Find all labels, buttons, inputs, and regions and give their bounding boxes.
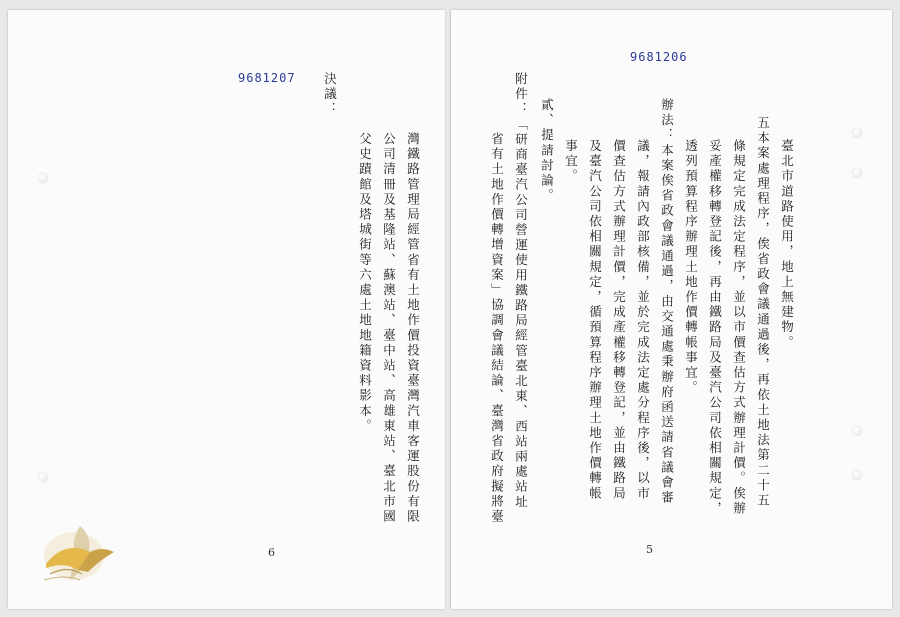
- punch-hole: [852, 168, 862, 178]
- right-text-column: 透列預算程序辦理土地作價轉帳事宜。: [683, 139, 699, 396]
- right-serial-stamp: 9681206: [630, 50, 688, 64]
- right-text-column: 貳、提請討論。: [539, 98, 555, 204]
- right-text-column: 價查估方式辦理計價，完成產權移轉登記，並由鐵路局: [611, 139, 627, 502]
- right-page-number: 5: [646, 543, 653, 556]
- punch-hole: [852, 426, 862, 436]
- right-text-column: 事宜。: [563, 139, 579, 185]
- punch-hole: [38, 173, 48, 183]
- punch-hole: [852, 470, 862, 480]
- right-text-column: 五本案處理程序，俟省政會議通過後，再依土地法第二十五: [755, 116, 771, 509]
- right-text-column: 臺北市道路使用，地上無建物。: [779, 139, 795, 351]
- archive-logo-icon: [40, 518, 120, 588]
- right-text-column: 妥產權移轉登記後，再由鐵路局及臺汽公司依相關規定，: [707, 139, 723, 517]
- right-text-column: 省有土地作價轉增資案」協調會議結論、臺灣省政府擬將臺: [489, 132, 505, 525]
- left-text-column: 決議：: [322, 72, 338, 118]
- right-text-column: 條規定完成法定程序，並以市價查估方式辦理計價。俟辦: [731, 139, 747, 517]
- punch-hole: [852, 128, 862, 138]
- left-page-number: 6: [268, 546, 275, 559]
- punch-hole: [38, 472, 48, 482]
- right-text-column: 議，報請內政部核備，並於完成法定處分程序後，以市: [635, 139, 651, 502]
- left-text-column: 灣鐵路管理局經管省有土地作價投資臺灣汽車客運股份有限: [405, 132, 421, 525]
- right-text-column: 及臺汽公司依相關規定，循預算程序辦理土地作價轉帳: [587, 139, 603, 502]
- left-text-column: 公司清冊及基隆站、蘇澳站、臺中站、高雄東站、臺北市國: [381, 132, 397, 525]
- left-text-column: 父史蹟館及塔城街等六處土地地籍資料影本。: [357, 132, 373, 434]
- right-text-column: 辦法：本案俟省政會議通過，由交通處秉辦府函送請省議會審: [659, 98, 675, 506]
- left-serial-stamp: 9681207: [238, 71, 296, 85]
- right-text-column: 附件：「研商臺汽公司營運使用鐵路局經管臺北東、西站兩處站址: [513, 72, 529, 510]
